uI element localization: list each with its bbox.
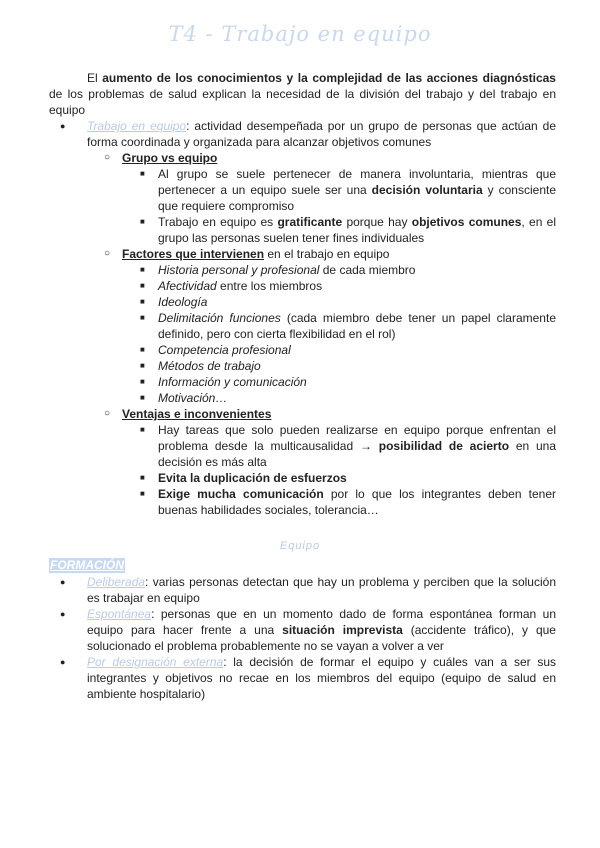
main-list <box>49 118 556 518</box>
list-item-ventajas <box>87 406 556 518</box>
formacion-body <box>49 574 556 702</box>
subheading: Grupo vs equipo <box>122 151 218 165</box>
page-title: T4 - Trabajo en equipo <box>168 22 432 46</box>
list-item: ■ Trabajo en equipo es gratificante porque hay objetivos comunes, en el grupo las personas suelen tener fines individuales <box>122 214 556 246</box>
list-item-designacion: ● Por designación externa: la decisión de formar el equipo y cuáles van a ser sus integrantes y objetivos no recae en los miembros del equipo (equipo de salud en ambiente hospitalario) <box>49 654 556 702</box>
list-item: ■ Historia personal y profesional de cada miembro <box>122 262 556 278</box>
notes-body <box>49 70 556 518</box>
section-heading: Equipo <box>279 540 321 552</box>
list-item: ■ Hay tareas que solo pueden realizarse en equipo porque enfrentan el problema desde la multicausalidad → posibilidad de acierto en una decisión es más alta <box>122 422 556 470</box>
list-item-factores: ○ Factores que intervienen en el trabajo en equipo ■ Historia personal y profesional de cada miembro ■ Afectividad entre los miembros ■ Ideología ■ Delimitación funciones (cada miembro debe tener un papel claramente definido, pero con cierta flexibilidad en el rol) ■ Competencia profesional ■ Métodos de trabajo ■ Información y comunicación ■ Motivación… <box>87 246 556 406</box>
list-item: ■ Ideología <box>122 294 556 310</box>
list-item-grupo-vs-equipo <box>87 150 556 246</box>
list-item: ■ Competencia profesional <box>122 342 556 358</box>
list-item: ■ Al grupo se suele pertenecer de manera involuntaria, mientras que pertenecer a un equipo suele ser una decisión voluntaria y consciente que requiere compromiso <box>122 166 556 214</box>
intro-paragraph: El aumento de los conocimientos y la complejidad de las acciones diagnósticas de los problemas de salud explican la necesidad de la división del trabajo y del trabajo en equipo <box>49 71 556 117</box>
subheading: Factores que intervienen <box>122 247 265 261</box>
highlight-label: FORMACIÓN <box>50 558 124 572</box>
term-link: Trabajo en equipo <box>87 119 187 133</box>
list-item: ■ Evita la duplicación de esfuerzos <box>122 470 556 486</box>
subheading: Ventajas e inconvenientes <box>122 407 272 421</box>
list-item: ■ Información y comunicación <box>122 374 556 390</box>
list-item-deliberada: ● Deliberada: varias personas detectan que hay un problema y perciben que la solución es trabajar en equipo <box>49 574 556 606</box>
list-item: ■ Motivación… <box>122 390 556 406</box>
list-item-trabajo-equipo: ● Trabajo en equipo: actividad desempeñada por un grupo de personas que actúan de forma coordinada y organizada para alcanzar objetivos comunes ○ Grupo vs equipo ■ Al grupo se suele pertenecer de manera involuntaria, mientras que pertenecer a un equipo suele ser una decisión voluntaria y consciente que requiere compromiso ■ Trabajo en equipo es gratificante porque hay objetivos comunes, en el grupo las personas suelen tener fines individuales ○ Factores que intervienen en el trabajo en equipo ■ Historia personal y profesional de cada miembro ■ Afectividad entre los miembros ■ Ideología ■ Delimitación funciones (cada miembro debe tener un papel claramente definido, pero con cierta flexibilidad en el rol) ■ Competencia profesional ■ Métodos de trabajo ■ Información y comunicación ■ Motivación… ○ Ventajas e inconvenientes ■ Hay tareas que solo pueden realizarse en equipo porque enfrentan el problema desde la multicausalidad → posibilidad de acierto en una decisión es más alta ■ Evita la duplicación de esfuerzos ■ Exige mucha comunicación por lo que los integrantes deben tener buenas habilidades sociales, tolerancia… <box>49 118 556 518</box>
list-item: ■ Métodos de trabajo <box>122 358 556 374</box>
list-item: ■ Exige mucha comunicación por lo que los integrantes deben tener buenas habilidades sociales, tolerancia… <box>122 486 556 518</box>
list-item: ■ Delimitación funciones (cada miembro debe tener un papel claramente definido, pero con cierta flexibilidad en el rol) <box>122 310 556 342</box>
list-item-espontanea: ● Espontánea: personas que en un momento dado de forma espontánea forman un equipo para hacer frente a una situación imprevista (accidente tráfico), y que solucionado el problema probablemente no se vayan a volver a ver <box>49 606 556 654</box>
list-item: ■ Afectividad entre los miembros <box>122 278 556 294</box>
